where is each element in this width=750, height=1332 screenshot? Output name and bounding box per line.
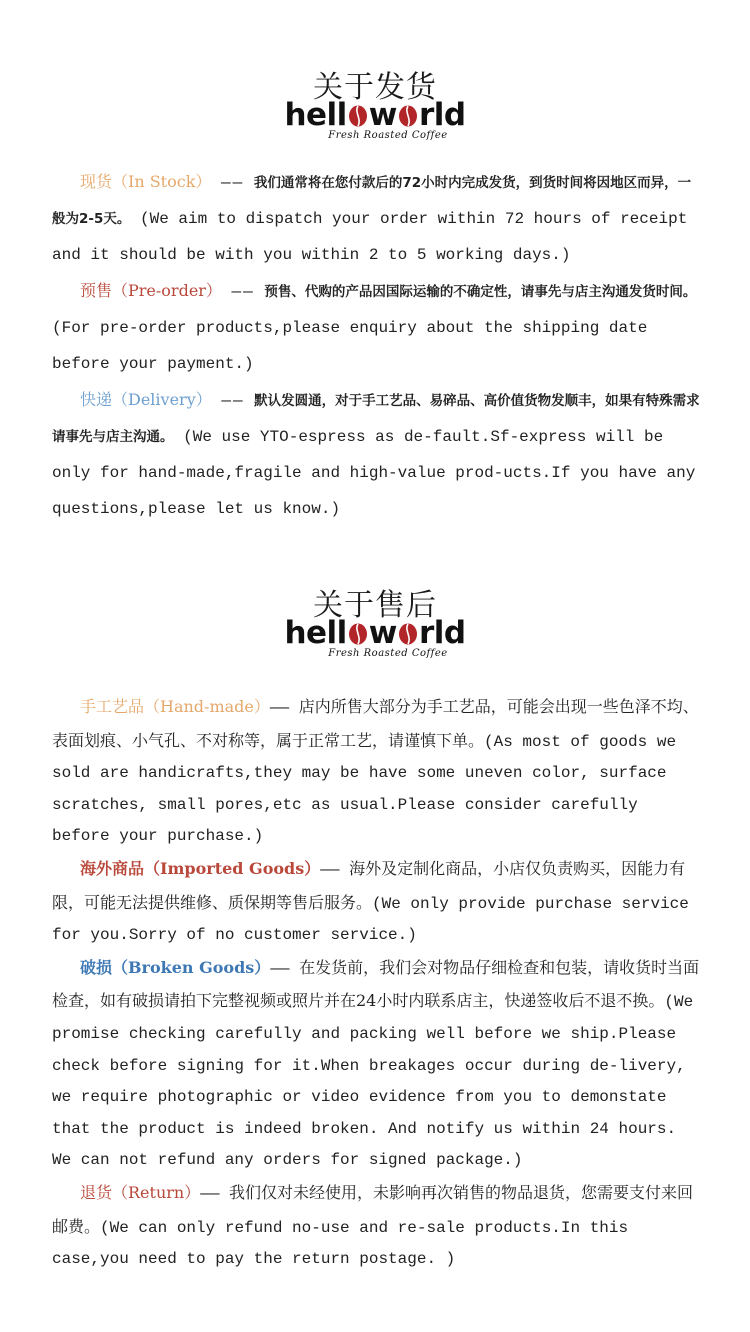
aftersale-item-return — [52, 1177, 702, 1276]
logo-tagline: Fresh Roasted Coffee — [328, 130, 448, 141]
item-cn-text: 我们仅对未经使用，未影响再次销售的物品退货，您需要支付来回邮费。 — [52, 1182, 694, 1236]
logo-text-part: hell — [284, 97, 347, 133]
logo-text-part: w — [368, 615, 397, 651]
shipping-item-in-stock — [52, 164, 702, 273]
tag-in-stock: 现货（In Stock） — [80, 172, 212, 191]
item-cn-text: 在发货前，我们会对物品仔细检查和包装，请收货时当面检查，如有破损请拍下完整视频或照片并在24小时内联系店主，快递签收后不退不换。 — [52, 957, 700, 1011]
item-cn-text: 我们通常将在您付款后的72小时内完成发货，到货时间将因地区而异，一般为2-5天。 — [52, 175, 692, 227]
separator: —— — [221, 174, 245, 192]
coffee-bean-icon — [398, 623, 418, 645]
item-en-text: (We only provide purchase service for you.Sorry of no customer service.) — [52, 894, 689, 945]
item-en-text: (As most of goods we sold are handicrafts,they may be have some uneven color, surface scratches, small pores,etc as usual.Please consider carefully before your purchase.) — [52, 732, 677, 846]
item-cn-text: 海外及定制化商品，小店仅负责购买，因能力有限，可能无法提供维修、质保期等售后服务。 — [52, 858, 686, 912]
item-cn-text: 店内所售大部分为手工艺品，可能会出现一些色泽不均、表面划痕、小气孔、不对称等，属于正常工艺，请谨慎下单。 — [52, 697, 699, 750]
separator: —— — [320, 860, 340, 879]
shipping-content — [52, 164, 702, 527]
separator: —— — [231, 283, 255, 301]
aftersale-item-imported — [52, 853, 702, 952]
coffee-bean-icon — [348, 623, 368, 645]
logo-text-part: w — [368, 97, 397, 133]
item-cn-text: 默认发圆通，对于手工艺品、易碎品、高价值货物发顺丰，如果有特殊需求请事先与店主沟通。 — [52, 393, 700, 445]
shipping-item-pre-order — [52, 273, 702, 382]
item-cn-text: 预售、代购的产品因国际运输的不确定性，请事先与店主沟通发货时间。 — [264, 284, 697, 300]
item-en-text: (We use YTO-espress as de-fault.Sf-express will be only for hand-made,fragile and high-value prod-ucts.If you have any questions,please let us know.) — [52, 428, 696, 518]
tag-broken-goods: 破损（Broken Goods） — [80, 957, 271, 977]
aftersale-item-broken — [52, 952, 702, 1177]
separator: —— — [270, 959, 290, 978]
item-en-text: (We promise checking carefully and packing well before we ship.Please check before signing for it.When breakages occur during de-livery, we require photographic or video evidence from you to demonstate that the product is indeed broken. And notify us within 24 hours. We can not refund any orders for signed package.) — [52, 993, 694, 1170]
item-en-text: (We can only refund no-use and re-sale products.In this case,you need to pay the return postage. ) — [52, 1218, 629, 1269]
coffee-bean-icon — [348, 105, 368, 127]
logo-tagline: Fresh Roasted Coffee — [328, 648, 448, 659]
tag-delivery: 快递（Delivery） — [80, 390, 212, 409]
logo-text-part: rld — [418, 97, 466, 133]
item-en-text: (For pre-order products,please enquiry about the shipping date before your payment.) — [52, 319, 648, 373]
aftersale-item-hand-made — [52, 691, 702, 853]
tag-hand-made: 手工艺品（Hand-made） — [80, 697, 270, 716]
tag-imported-goods: 海外商品（Imported Goods） — [80, 858, 321, 878]
shipping-item-delivery — [52, 382, 702, 527]
aftersale-title: 关于售后 — [313, 588, 437, 623]
logo-text-part: hell — [284, 615, 347, 651]
logo-text-part: rld — [418, 615, 466, 651]
aftersale-logo — [0, 616, 750, 659]
tag-pre-order: 预售（Pre-order） — [80, 281, 222, 300]
separator: —— — [221, 392, 245, 410]
shipping-logo — [0, 98, 750, 141]
shipping-title: 关于发货 — [313, 70, 437, 105]
aftersale-content — [52, 691, 702, 1276]
separator: —— — [200, 1184, 220, 1203]
item-en-text: (We aim to dispatch your order within 72 hours of receipt and it should be with you within 2 to 5 working days.) — [52, 210, 688, 264]
tag-return: 退货（Return） — [80, 1182, 201, 1202]
coffee-bean-icon — [398, 105, 418, 127]
separator: —— — [269, 699, 290, 717]
